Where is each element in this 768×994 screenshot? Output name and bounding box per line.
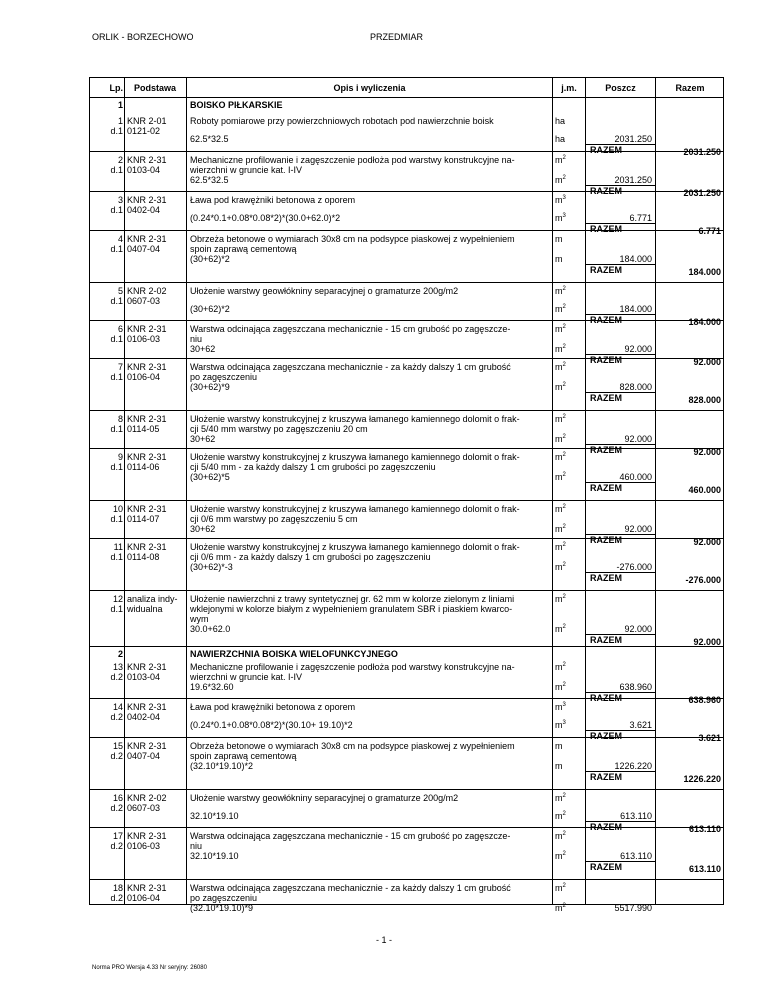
row-podstawa-2: 0106-03 [127,334,161,344]
row-razem-label: RAZEM [586,861,655,872]
row-razem-label: RAZEM [586,354,655,365]
row-lp-section: d.1 [110,334,123,344]
row-description-line: niu [190,841,203,851]
row-razem-label: RAZEM [586,634,655,645]
row-lp: 16 [112,793,123,803]
row-calculation: 62.5*32.5 [190,175,229,185]
row-calculation: (30+62)*2 [190,254,230,264]
row-lp-section: d.2 [110,841,123,851]
row-calc-unit: $m^2$ [555,562,566,572]
row-description-line: Ułożenie nawierzchni z trawy syntetycznej gr. 62 mm w kolorze zielonym z liniami [190,594,515,604]
row-lp: 13 [112,662,123,672]
row-lp-section: d.1 [110,126,123,136]
row-lp-section: d.1 [110,296,123,306]
row-podstawa: KNR 2-31 [127,195,167,205]
row-podstawa-2: 0106-04 [127,893,161,903]
row-unit: m [555,741,563,751]
row-lp: 2 [117,155,123,165]
row-description-line: Ułożenie warstwy geowłókniny separacyjnej o gramaturze 200g/m2 [190,793,459,803]
row-razem-value: -276.000 [685,575,721,585]
row-description-line: spoin zaprawą cementową [190,244,297,254]
row-poszcz-value: 2031.250 [614,175,652,185]
row-description-line: Ułożenie warstwy konstrukcyjnej z kruszywa łamanego kamiennego dolomit o frak- [190,414,520,424]
row-podstawa: KNR 2-31 [127,324,167,334]
row-podstawa-2: 0402-04 [127,205,161,215]
row-poszcz-value: 5517.990 [614,903,652,913]
row-description-line: Ułożenie warstwy konstrukcyjnej z kruszywa łamanego kamiennego dolomit o frak- [190,542,520,552]
row-poszcz-value: 1226.220 [614,761,652,771]
row-razem-value: 1226.220 [683,774,721,784]
row-razem-value: 184.000 [688,317,721,327]
row-calculation: (32.10*19.10)*2 [190,761,254,771]
row-lp: 7 [117,362,123,372]
row-description-line: cji 5/40 mm - za każdy dalszy 1 cm grubości po zagęszczeniu [190,462,436,472]
row-lp-section: d.1 [110,604,123,614]
row-poszcz-value: 184.000 [619,254,652,264]
row-lp: 12 [112,594,123,604]
row-razem-value: 613.110 [688,864,721,874]
row-description-line: cji 5/40 mm warstwy po zagęszczeniu 20 cm [190,424,368,434]
row-poszcz-value: 92.000 [624,434,652,444]
row-razem-label: RAZEM [586,264,655,275]
row-description-line: wym [190,614,209,624]
row-calculation: 32.10*19.10 [190,851,239,861]
row-lp: 5 [117,286,123,296]
row-razem-label: RAZEM [586,572,655,583]
row-lp-section: d.2 [110,803,123,813]
row-unit: $m^2$ [555,793,566,803]
row-podstawa: KNR 2-31 [127,452,167,462]
row-unit: $m^2$ [555,452,566,462]
col-header-opis: Opis i wyliczenia [333,83,406,93]
row-calculation: 30+62 [190,524,216,534]
row-razem-label: RAZEM [586,482,655,493]
row-podstawa-2: 0103-04 [127,165,161,175]
row-calc-unit: m [555,761,563,771]
row-description-line: niu [190,334,203,344]
row-lp: 17 [112,831,123,841]
row-podstawa-2: 0114-07 [127,514,160,524]
row-lp-section: d.2 [110,712,123,722]
row-description-line: Ułożenie warstwy konstrukcyjnej z kruszywa łamanego kamiennego dolomit o frak- [190,504,520,514]
row-razem-value: 92.000 [693,447,721,457]
row-razem-value: 184.000 [688,267,721,277]
row-poszcz-value: 613.110 [620,811,652,821]
row-unit: $m^2$ [555,883,566,893]
row-podstawa-2: 0121-02 [127,126,161,136]
row-description-line: Ława pod krawężniki betonowa z oporem [190,702,356,712]
row-podstawa: KNR 2-31 [127,504,167,514]
row-unit: $m^2$ [555,594,566,604]
row-lp-section: d.1 [110,372,123,382]
row-calculation: 62.5*32.5 [190,134,229,144]
row-podstawa: KNR 2-31 [127,702,167,712]
col-header-podstawa: Podstawa [133,83,176,93]
row-calculation: (30+62)*2 [190,304,230,314]
row-calculation: 30+62 [190,434,216,444]
row-unit: $m^2$ [555,504,566,514]
row-description-line: Mechaniczne profilowanie i zagęszczenie podłoża pod warstwy konstrukcyjne na- [190,155,515,165]
row-calculation: 30.0+62.0 [190,624,231,634]
row-poszcz-value: 2031.250 [614,134,652,144]
row-razem-value: 92.000 [693,637,721,647]
row-calculation: 19.6*32.60 [190,682,234,692]
section-title: BOISKO PIŁKARSKIE [190,100,283,110]
row-podstawa-2: 0114-06 [127,462,160,472]
row-razem-value: 2031.250 [683,147,721,157]
row-description-line: Warstwa odcinająca zagęszczana mechanicznie - 15 cm grubość po zagęszcze- [190,831,511,841]
row-description-line: Ułożenie warstwy konstrukcyjnej z kruszywa łamanego kamiennego dolomit o frak- [190,452,520,462]
row-description-line: Roboty pomiarowe przy powierzchniowych robotach pod nawierzchnie boisk [190,116,494,126]
row-calc-unit: $m^2$ [555,344,566,354]
col-header-razem: Razem [675,83,705,93]
row-lp: 6 [117,324,123,334]
row-calculation: 32.10*19.10 [190,811,239,821]
row-calculation: (30+62)*5 [190,472,230,482]
row-calc-unit: $m^3$ [555,720,566,730]
row-description-line: spoin zaprawą cementową [190,751,297,761]
section-number: 2 [117,649,123,659]
row-description-line: po zagęszczeniu [190,893,258,903]
row-description-line: Warstwa odcinająca zagęszczana mechanicznie - za każdy dalszy 1 cm grubość [190,883,511,893]
row-poszcz-value: 828.000 [619,382,652,392]
row-calc-unit: $m^2$ [555,624,566,634]
row-razem-value: 638.960 [688,695,721,705]
row-podstawa-2: 0106-04 [127,372,161,382]
row-unit: $m^3$ [555,195,566,205]
row-podstawa: KNR 2-31 [127,414,167,424]
row-podstawa: KNR 2-02 [127,793,167,803]
row-podstawa: KNR 2-31 [127,883,167,893]
row-description-line: po zagęszczeniu [190,372,258,382]
row-calc-unit: $m^2$ [555,175,566,185]
row-poszcz-value: 638.960 [619,682,652,692]
row-calc-unit: $m^2$ [555,524,566,534]
row-description-line: cji 0/6 mm - za każdy dalszy 1 cm grubości po zagęszczeniu [190,552,431,562]
row-podstawa: KNR 2-31 [127,362,167,372]
row-poszcz-value: 92.000 [624,624,652,634]
row-razem-label: RAZEM [586,444,655,455]
row-razem-label: RAZEM [586,534,655,545]
row-razem-label: RAZEM [586,821,655,832]
row-podstawa-2: 0407-04 [127,244,161,254]
row-lp: 15 [112,741,123,751]
row-podstawa-2: 0106-03 [127,841,161,851]
row-lp: 3 [117,195,123,205]
row-calculation: (30+62)*9 [190,382,230,392]
row-lp: 10 [112,504,123,514]
row-lp: 1 [117,116,123,126]
row-poszcz-value: 613.110 [620,851,652,861]
row-podstawa-2: 0114-08 [127,552,160,562]
col-header-lp: Lp. [109,83,123,93]
row-lp: 8 [117,414,123,424]
row-calc-unit: $m^2$ [555,304,566,314]
page-number: - 1 - [375,935,392,945]
document-header-left: ORLIK - BORZECHOWO [92,32,194,42]
row-unit: $m^2$ [555,662,566,672]
row-podstawa: KNR 2-31 [127,234,167,244]
row-poszcz-value: 184.000 [619,304,652,314]
row-poszcz-value: 92.000 [624,524,652,534]
row-unit: $m^2$ [555,324,566,334]
row-lp: 9 [117,452,123,462]
row-calculation: (32.10*19.10)*9 [190,903,254,913]
row-razem-value: 3.621 [698,733,721,743]
row-calc-unit: $m^2$ [555,903,566,913]
row-lp-section: d.1 [110,462,123,472]
row-lp-section: d.1 [110,552,123,562]
row-lp-section: d.2 [110,672,123,682]
row-podstawa-2: 0114-05 [127,424,160,434]
document-header-title: PRZEDMIAR [370,32,424,42]
row-razem-value: 92.000 [693,357,721,367]
row-description-line: wklejonymi w kolorze białym z wypełnieniem granulatem SBR i piaskiem kwarco- [190,604,513,614]
row-calc-unit: ha [555,134,566,144]
row-podstawa-2: 0407-04 [127,751,161,761]
row-lp-section: d.2 [110,751,123,761]
row-unit: $m^3$ [555,702,566,712]
row-description-line: Ułożenie warstwy geowłókniny separacyjnej o gramaturze 200g/m2 [190,286,459,296]
row-podstawa-2: widualna [127,604,163,614]
row-description-line: Ława pod krawężniki betonowa z oporem [190,195,356,205]
row-razem-value: 613.110 [688,824,721,834]
row-razem-label: RAZEM [586,144,655,155]
row-calc-unit: $m^2$ [555,682,566,692]
row-description-line: Mechaniczne profilowanie i zagęszczenie podłoża pod warstwy konstrukcyjne na- [190,662,515,672]
row-poszcz-value: -276.000 [616,562,652,572]
row-calc-unit: $m^2$ [555,472,566,482]
row-unit: $m^2$ [555,155,566,165]
col-header-poszcz: Poszcz [605,83,636,93]
row-podstawa-2: 0607-03 [127,296,161,306]
row-lp: 14 [112,702,123,712]
row-podstawa-2: 0402-04 [127,712,161,722]
row-razem-label: RAZEM [586,730,655,741]
row-podstawa: KNR 2-31 [127,831,167,841]
row-unit: m [555,234,563,244]
row-lp-section: d.2 [110,893,123,903]
section-number: 1 [117,100,123,110]
row-lp: 4 [117,234,123,244]
row-lp: 18 [112,883,123,893]
row-description-line: Warstwa odcinająca zagęszczana mechanicznie - za każdy dalszy 1 cm grubość [190,362,511,372]
row-calculation: 30+62 [190,344,216,354]
row-podstawa-2: 0607-03 [127,803,161,813]
row-razem-label: RAZEM [586,392,655,403]
row-podstawa: KNR 2-02 [127,286,167,296]
row-razem-label: RAZEM [586,692,655,703]
row-razem-value: 92.000 [693,537,721,547]
row-unit: $m^2$ [555,286,566,296]
row-lp-section: d.1 [110,424,123,434]
row-razem-label: RAZEM [586,223,655,234]
row-calculation: (0.24*0.1+0.08*0.08*2)*(30.10+ 19.10)*2 [190,720,353,730]
row-unit: ha [555,116,566,126]
row-calc-unit: $m^3$ [555,213,566,223]
row-podstawa: KNR 2-31 [127,662,167,672]
row-lp-section: d.1 [110,165,123,175]
row-unit: $m^2$ [555,831,566,841]
row-calc-unit: $m^2$ [555,434,566,444]
section-title: NAWIERZCHNIA BOISKA WIELOFUNKCYJNEGO [190,649,398,659]
row-description-line: Warstwa odcinająca zagęszczana mechanicznie - 15 cm grubość po zagęszcze- [190,324,511,334]
row-description-line: wierzchni w gruncie kat. I-IV [190,672,303,682]
row-poszcz-value: 6.771 [629,213,652,223]
row-razem-value: 6.771 [698,226,721,236]
row-unit: $m^2$ [555,414,566,424]
row-poszcz-value: 3.621 [629,720,652,730]
row-razem-value: 460.000 [688,485,721,495]
row-razem-label: RAZEM [586,314,655,325]
row-calc-unit: $m^2$ [555,811,566,821]
row-description-line: wierzchni w gruncie kat. I-IV [190,165,303,175]
row-calculation: (0.24*0.1+0.08*0.08*2)*(30.0+62.0)*2 [190,213,341,223]
row-razem-label: RAZEM [586,771,655,782]
row-podstawa: KNR 2-31 [127,155,167,165]
row-description-line: Obrzeża betonowe o wymiarach 30x8 cm na podsypce piaskowej z wypełnieniem [190,741,515,751]
row-description-line: Obrzeża betonowe o wymiarach 30x8 cm na podsypce piaskowej z wypełnieniem [190,234,515,244]
col-header-jm: j.m. [561,83,577,93]
row-lp: 11 [113,542,123,552]
estimate-table [89,77,724,913]
row-poszcz-value: 460.000 [619,472,652,482]
row-calc-unit: $m^2$ [555,851,566,861]
row-lp-section: d.1 [110,205,123,215]
row-razem-value: 828.000 [688,395,721,405]
row-podstawa: analiza indy- [127,594,178,604]
row-podstawa: KNR 2-31 [127,542,167,552]
row-unit: $m^2$ [555,362,566,372]
software-footer: Norma PRO Wersja 4.33 Nr seryjny: 26080 [92,965,207,971]
row-calculation: (30+62)*-3 [190,562,233,572]
row-lp-section: d.1 [110,244,123,254]
row-calc-unit: $m^2$ [555,382,566,392]
row-podstawa: KNR 2-31 [127,741,167,751]
row-poszcz-value: 92.000 [624,344,652,354]
row-description-line: cji 0/6 mm warstwy po zagęszczeniu 5 cm [190,514,358,524]
row-podstawa-2: 0103-04 [127,672,161,682]
row-calc-unit: m [555,254,563,264]
row-lp-section: d.1 [110,514,123,524]
row-unit: $m^2$ [555,542,566,552]
row-razem-value: 2031.250 [683,188,721,198]
row-razem-label: RAZEM [586,185,655,196]
row-podstawa: KNR 2-01 [127,116,167,126]
